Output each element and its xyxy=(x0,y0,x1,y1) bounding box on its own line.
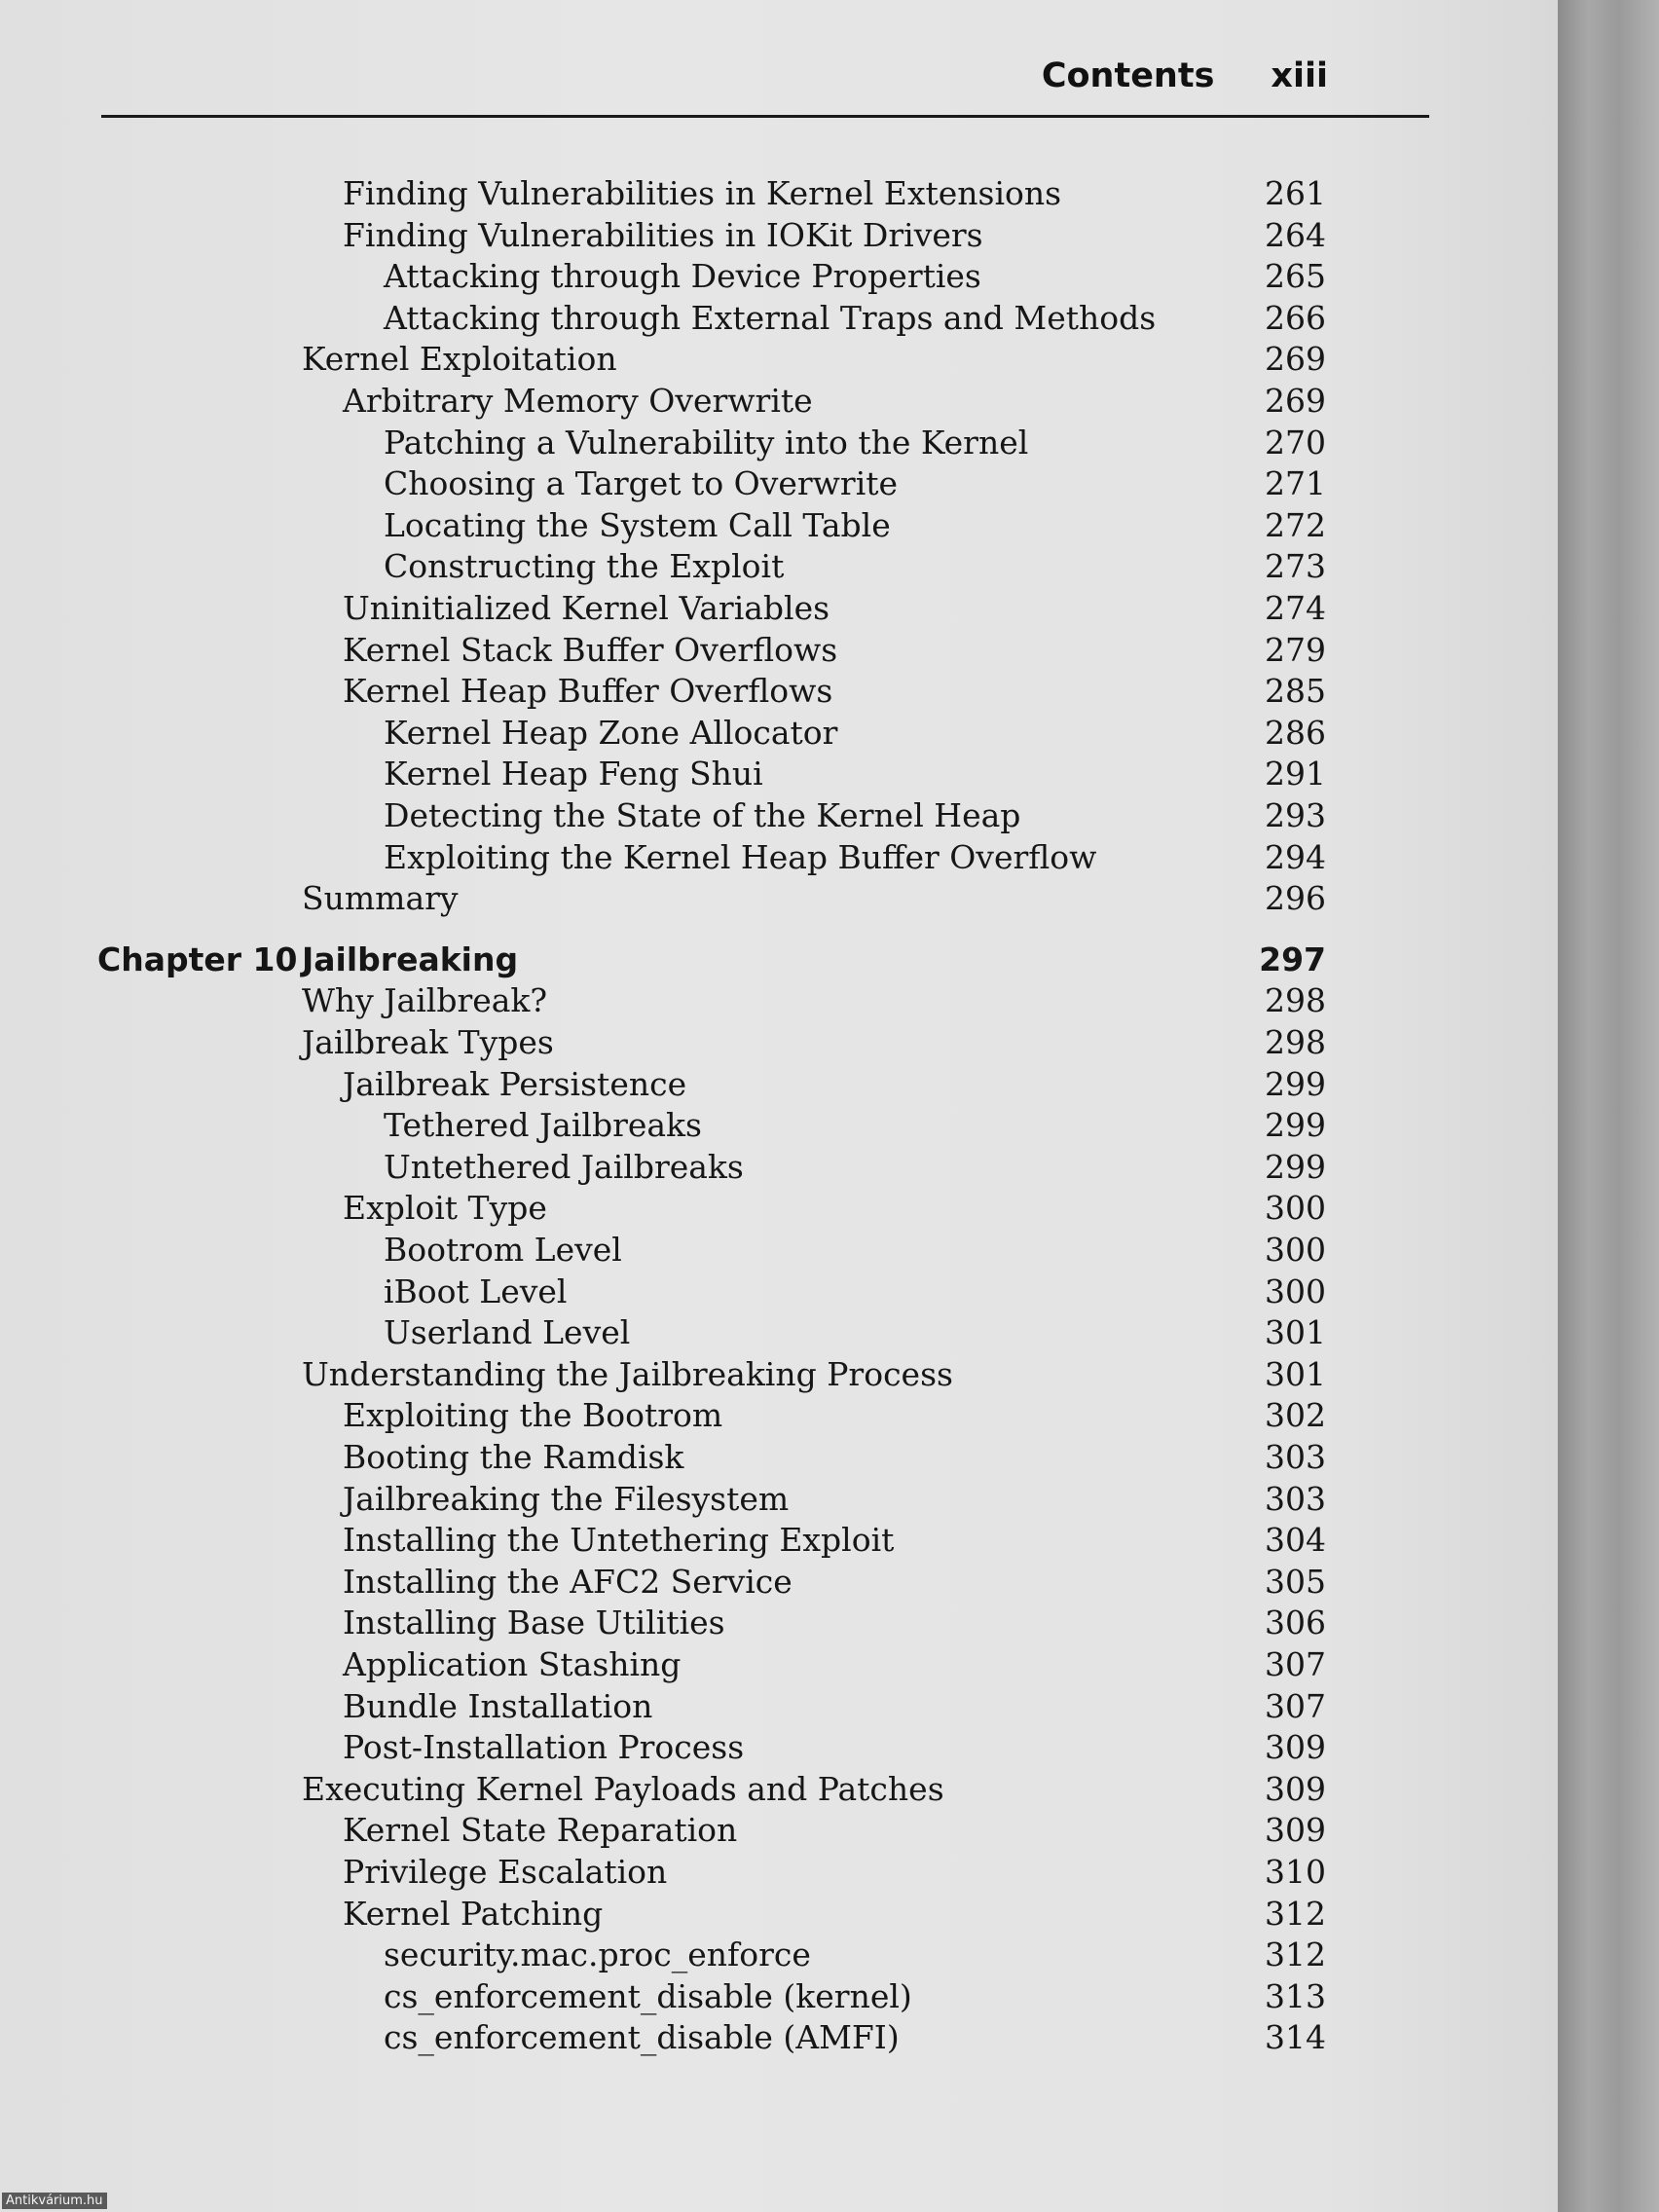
toc-entry xyxy=(0,298,1558,339)
watermark: Antikvárium.hu xyxy=(2,2193,107,2209)
toc-entry-page: 303 xyxy=(1265,1479,1326,1518)
toc-entry-title: Kernel Exploitation xyxy=(302,340,617,379)
toc-entry xyxy=(0,173,1558,214)
toc-entry xyxy=(0,2017,1558,2058)
toc-entry-page: 301 xyxy=(1265,1354,1326,1393)
toc-entry-page: 273 xyxy=(1265,547,1326,586)
running-header xyxy=(1042,56,1328,95)
toc-entry xyxy=(0,505,1558,546)
toc-entry-title: Installing the Untethering Exploit xyxy=(343,1521,895,1560)
toc-entry-title: Post-Installation Process xyxy=(343,1728,745,1767)
toc-entry-title: Detecting the State of the Kernel Heap xyxy=(384,796,1021,834)
toc-entry xyxy=(0,1312,1558,1353)
toc-entry xyxy=(0,1230,1558,1271)
toc-entry xyxy=(0,256,1558,297)
toc-entry-title: Kernel Heap Buffer Overflows xyxy=(343,672,833,711)
toc-entry-page: 304 xyxy=(1265,1521,1326,1560)
toc-entry xyxy=(0,463,1558,504)
toc-entry-title: Attacking through Device Properties xyxy=(384,257,981,296)
toc-entry-title: Arbitrary Memory Overwrite xyxy=(343,382,813,420)
toc-entry xyxy=(0,837,1558,878)
toc-entry-page: 307 xyxy=(1265,1686,1326,1725)
toc-entry-title: Jailbreak Types xyxy=(302,1023,554,1061)
toc-entry xyxy=(0,1894,1558,1935)
chapter-entry xyxy=(0,940,1558,980)
toc-entry-page: 305 xyxy=(1265,1562,1326,1601)
toc-entry-page: 265 xyxy=(1265,257,1326,296)
toc-entry-title: Constructing the Exploit xyxy=(384,547,785,586)
toc-entry-title: Privilege Escalation xyxy=(343,1853,668,1891)
toc-entry xyxy=(0,381,1558,422)
toc-entry-title: Bundle Installation xyxy=(343,1686,653,1725)
toc-entry xyxy=(0,1769,1558,1810)
toc-entry-title: Userland Level xyxy=(384,1313,631,1352)
toc-entry xyxy=(0,1064,1558,1105)
toc-entry-page: 269 xyxy=(1265,340,1326,379)
toc-entry xyxy=(0,423,1558,463)
toc-entry xyxy=(0,1644,1558,1685)
toc-entry-title: Patching a Vulnerability into the Kernel xyxy=(384,423,1029,461)
toc-entry-title: Untethered Jailbreaks xyxy=(384,1147,744,1186)
toc-entry-page: 299 xyxy=(1265,1106,1326,1145)
toc-entry-page: 312 xyxy=(1265,1894,1326,1933)
toc-entry-page: 266 xyxy=(1265,298,1326,337)
toc-entry-page: 300 xyxy=(1265,1272,1326,1310)
toc-entry xyxy=(0,1437,1558,1478)
toc-entry xyxy=(0,1686,1558,1727)
toc-entry-page: 294 xyxy=(1265,837,1326,876)
toc-entry xyxy=(0,671,1558,712)
toc-entry-title: Summary xyxy=(302,879,459,918)
toc-entry-title: cs_enforcement_disable (AMFI) xyxy=(384,2018,900,2057)
toc-entry xyxy=(0,1147,1558,1188)
toc-entry xyxy=(0,1520,1558,1561)
toc-entry-title: Installing Base Utilities xyxy=(343,1604,725,1642)
toc-entry-title: Jailbreaking the Filesystem xyxy=(343,1479,790,1518)
toc-entry xyxy=(0,1562,1558,1603)
toc-entry xyxy=(0,1272,1558,1312)
toc-entry-title: Finding Vulnerabilities in Kernel Extensions xyxy=(343,174,1062,212)
toc-entry-title: Attacking through External Traps and Methods xyxy=(384,298,1157,337)
toc-entry-title: Finding Vulnerabilities in IOKit Drivers xyxy=(343,215,983,254)
toc-entry xyxy=(0,588,1558,629)
toc-entry-page: 299 xyxy=(1265,1064,1326,1103)
toc-entry-page: 291 xyxy=(1265,755,1326,793)
toc-entry-page: 293 xyxy=(1265,796,1326,834)
toc-entry-page: 314 xyxy=(1265,2018,1326,2057)
toc-entry xyxy=(0,878,1558,919)
toc-entry-page: 309 xyxy=(1265,1728,1326,1767)
toc-entry xyxy=(0,1852,1558,1893)
toc-entry-page: 298 xyxy=(1265,1023,1326,1061)
toc-entry-page: 299 xyxy=(1265,1147,1326,1186)
toc-entry-title: cs_enforcement_disable (kernel) xyxy=(384,1976,912,2015)
toc-entry-title: Tethered Jailbreaks xyxy=(384,1106,702,1145)
toc-entry xyxy=(0,1603,1558,1643)
toc-entry-page: 302 xyxy=(1265,1396,1326,1435)
toc-entry-title: Executing Kernel Payloads and Patches xyxy=(302,1769,944,1808)
toc-entry-title: Understanding the Jailbreaking Process xyxy=(302,1354,953,1393)
toc-entry-page: 307 xyxy=(1265,1645,1326,1683)
toc-entry-title: Kernel Heap Feng Shui xyxy=(384,755,763,793)
toc-entry-title: Choosing a Target to Overwrite xyxy=(384,464,899,503)
toc-entry-page: 298 xyxy=(1265,981,1326,1020)
chapter-label: Chapter 10 xyxy=(97,940,298,978)
toc-entry-title: Locating the System Call Table xyxy=(384,505,891,544)
toc-entry xyxy=(0,1976,1558,2017)
toc-entry xyxy=(0,339,1558,380)
toc-entry-page: 261 xyxy=(1265,174,1326,212)
toc-entry-title: Kernel Stack Buffer Overflows xyxy=(343,630,838,669)
header-section-title: Contents xyxy=(1041,56,1215,95)
toc-entry-title: Uninitialized Kernel Variables xyxy=(343,589,830,627)
toc-entry-title: Kernel Heap Zone Allocator xyxy=(384,713,838,752)
toc-entry-page: 270 xyxy=(1265,423,1326,461)
toc-entry xyxy=(0,1935,1558,1975)
toc-entry-page: 303 xyxy=(1265,1438,1326,1476)
toc-entry xyxy=(0,713,1558,754)
toc-entry-page: 310 xyxy=(1265,1853,1326,1891)
toc-entry-page: 312 xyxy=(1265,1936,1326,1974)
toc-entry xyxy=(0,1727,1558,1768)
toc-entry-page: 306 xyxy=(1265,1604,1326,1642)
toc-entry-title: Exploit Type xyxy=(343,1189,547,1228)
toc-entry-title: Jailbreak Persistence xyxy=(343,1064,687,1103)
toc-entry-title: Jailbreaking xyxy=(302,940,519,978)
toc-entry-page: 271 xyxy=(1265,464,1326,503)
toc-entry xyxy=(0,1395,1558,1436)
toc-entry-page: 309 xyxy=(1265,1811,1326,1850)
header-rule xyxy=(101,115,1429,118)
toc-entry xyxy=(0,1188,1558,1229)
toc-entry-page: 309 xyxy=(1265,1769,1326,1808)
toc-entry-title: Bootrom Level xyxy=(384,1231,622,1269)
toc-entry xyxy=(0,546,1558,587)
toc-entry-page: 279 xyxy=(1265,630,1326,669)
toc-entry-title: Why Jailbreak? xyxy=(302,981,548,1020)
toc-entry-page: 297 xyxy=(1259,940,1326,978)
toc-entry-title: Kernel Patching xyxy=(343,1894,604,1933)
toc-entry-page: 272 xyxy=(1265,505,1326,544)
toc-entry-page: 313 xyxy=(1265,1976,1326,2015)
toc-entry-title: security.mac.proc_enforce xyxy=(384,1936,811,1974)
toc-entry-title: Exploiting the Kernel Heap Buffer Overflow xyxy=(384,837,1097,876)
toc-entry xyxy=(0,1479,1558,1520)
toc-entry-title: Application Stashing xyxy=(343,1645,682,1683)
toc-entry-page: 296 xyxy=(1265,879,1326,918)
toc-entry-page: 269 xyxy=(1265,382,1326,420)
toc-entry-page: 300 xyxy=(1265,1231,1326,1269)
toc-entry xyxy=(0,630,1558,671)
toc-entry xyxy=(0,1810,1558,1851)
toc-entry-page: 301 xyxy=(1265,1313,1326,1352)
toc-entry xyxy=(0,980,1558,1021)
toc-entry-title: Booting the Ramdisk xyxy=(343,1438,684,1476)
toc-entry-page: 286 xyxy=(1265,713,1326,752)
toc-entry-title: iBoot Level xyxy=(384,1272,568,1310)
toc-entry-title: Exploiting the Bootrom xyxy=(343,1396,723,1435)
toc-entry-title: Kernel State Reparation xyxy=(343,1811,738,1850)
toc-entry-page: 264 xyxy=(1265,215,1326,254)
toc-entry-page: 274 xyxy=(1265,589,1326,627)
toc-entry-page: 285 xyxy=(1265,672,1326,711)
toc-entry xyxy=(0,1105,1558,1146)
toc-entry-title: Installing the AFC2 Service xyxy=(343,1562,793,1601)
toc-entry xyxy=(0,1354,1558,1395)
page-edge-shadow xyxy=(1558,0,1659,2212)
header-page-number: xiii xyxy=(1271,56,1328,95)
toc-entry xyxy=(0,1022,1558,1063)
toc-entry xyxy=(0,795,1558,836)
toc-entry xyxy=(0,754,1558,794)
toc-entry-page: 300 xyxy=(1265,1189,1326,1228)
toc-entry xyxy=(0,215,1558,256)
